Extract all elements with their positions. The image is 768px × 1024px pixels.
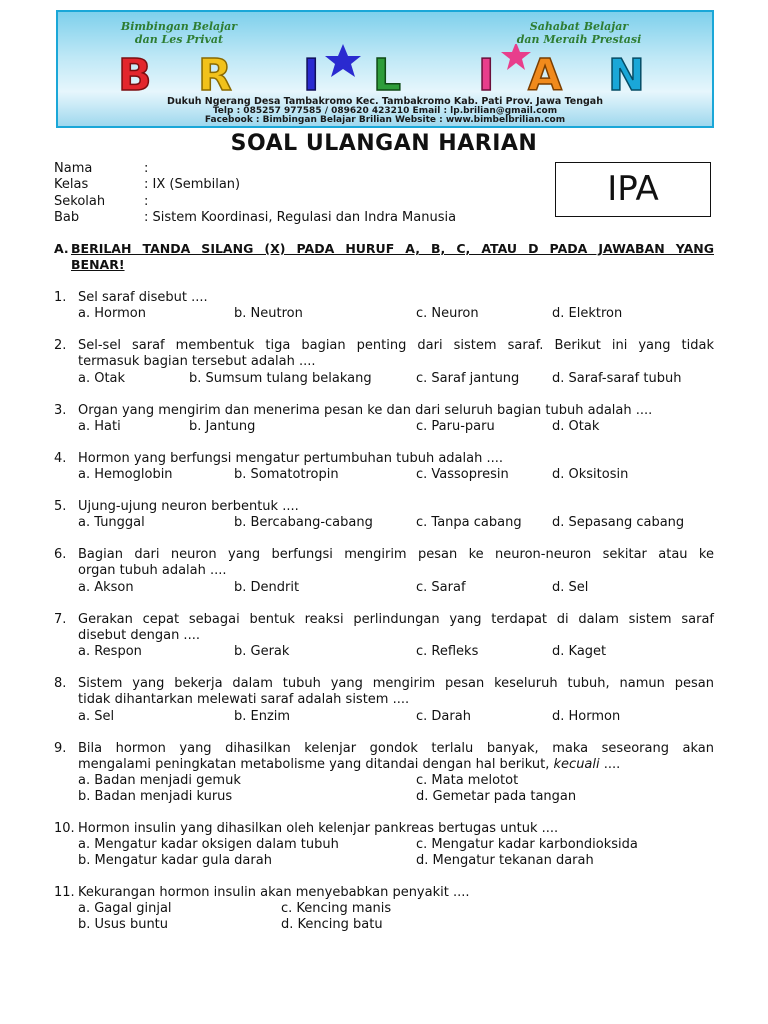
option-a[interactable]: a. Mengatur kadar oksigen dalam tubuh	[78, 837, 339, 852]
question-stem: Ujung-ujung neuron berbentuk ....	[78, 499, 299, 514]
option-c[interactable]: c. Refleks	[416, 644, 479, 659]
option-a[interactable]: a. Tunggal	[78, 515, 145, 530]
question-number: 5.	[54, 499, 67, 514]
question-number: 9.	[54, 741, 67, 756]
option-c[interactable]: c. Darah	[416, 709, 471, 724]
question-stem-line-1: Bagian dari neuron yang berfungsi mengirim pesan ke neuron-neuron sekitar atau ke	[78, 547, 714, 562]
question-number: 2.	[54, 338, 67, 353]
option-d[interactable]: d. Kaget	[552, 644, 607, 659]
option-b[interactable]: b. Sumsum tulang belakang	[189, 371, 372, 386]
identity-value: : IX (Sembilan)	[144, 177, 241, 192]
option-d[interactable]: d. Saraf-saraf tubuh	[552, 371, 682, 386]
option-b[interactable]: b. Gerak	[234, 644, 290, 659]
identity-value: :	[144, 194, 149, 209]
option-a[interactable]: a. Respon	[78, 644, 142, 659]
option-b[interactable]: b. Dendrit	[234, 580, 300, 595]
option-b[interactable]: b. Neutron	[234, 306, 303, 321]
question-stem-line-2	[78, 757, 714, 773]
identity-row-bab	[54, 210, 456, 226]
identity-value: :	[144, 161, 149, 176]
option-a[interactable]: a. Hati	[78, 419, 121, 434]
option-c[interactable]: c. Saraf jantung	[416, 371, 520, 386]
section-label: A.	[54, 241, 69, 256]
option-d[interactable]: d. Mengatur tekanan darah	[416, 853, 594, 868]
option-d[interactable]: d. Sepasang cabang	[552, 515, 685, 530]
option-d[interactable]: d. Otak	[552, 419, 600, 434]
banner-phone-email: Telp : 085257 977585 / 089620 423210 Email : lp.brilian@gmail.com	[212, 106, 558, 116]
question-stem-line-2: disebut dengan ....	[78, 628, 200, 643]
option-d[interactable]: d. Oksitosin	[552, 467, 629, 482]
section-instruction-line-1: BERILAH TANDA SILANG (X) PADA HURUF A, B, C, ATAU D PADA JAWABAN YANG	[71, 241, 714, 256]
question-stem-text: mengalami peningkatan metabolisme yang ditandai dengan hal berikut,	[78, 757, 550, 772]
question-stem: Hormon insulin yang dihasilkan oleh kelenjar pankreas bertugas untuk ....	[78, 821, 559, 836]
logo-letter-i: I	[303, 50, 320, 94]
identity-row-sekolah	[54, 194, 148, 210]
question-stem-ellipsis: ....	[599, 757, 621, 772]
banner-facebook-website: Facebook : Bimbingan Belajar Brilian Website : www.bimbelbrilian.com	[204, 115, 566, 125]
question-stem-line-2: organ tubuh adalah ....	[78, 563, 227, 578]
option-b[interactable]: b. Somatotropin	[234, 467, 339, 482]
banner-right-tagline	[504, 20, 654, 46]
logo-letter-r: R	[198, 50, 232, 94]
logo-letter-i-2: I	[478, 50, 495, 94]
section-instruction-line-2: BENAR!	[71, 257, 125, 272]
header-banner	[56, 10, 714, 128]
star-icon	[501, 44, 531, 70]
option-d[interactable]: d. Hormon	[552, 709, 621, 724]
question-stem-emphasis: kecuali	[553, 757, 600, 772]
question-stem: Organ yang mengirim dan menerima pesan ke dan dari seluruh bagian tubuh adalah ....	[78, 403, 653, 418]
logo-letter-b: B	[118, 50, 152, 94]
identity-key: Nama	[54, 161, 93, 176]
option-b[interactable]: b. Bercabang-cabang	[234, 515, 373, 530]
option-c[interactable]: c. Saraf	[416, 580, 466, 595]
right-tag-line-1: Sahabat Belajar	[529, 20, 629, 33]
question-stem: Kekurangan hormon insulin akan menyebabkan penyakit ....	[78, 885, 470, 900]
question-stem: Hormon yang berfungsi mengatur pertumbuhan tubuh adalah ....	[78, 451, 503, 466]
option-b[interactable]: b. Jantung	[189, 419, 256, 434]
banner-address: Dukuh Ngerang Desa Tambakromo Kec. Tambakromo Kab. Pati Prov. Jawa Tengah	[167, 96, 603, 107]
question-number: 4.	[54, 451, 67, 466]
option-a[interactable]: a. Otak	[78, 371, 126, 386]
option-d[interactable]: d. Gemetar pada tangan	[416, 789, 577, 804]
question-stem: Sel saraf disebut ....	[78, 290, 208, 305]
question-stem-line-1: Gerakan cepat sebagai bentuk reaksi perlindungan yang terdapat di dalam sistem saraf	[78, 612, 714, 627]
option-d[interactable]: d. Kencing batu	[281, 917, 383, 932]
identity-key: Bab	[54, 210, 80, 225]
option-c[interactable]: c. Neuron	[416, 306, 479, 321]
option-d[interactable]: d. Sel	[552, 580, 589, 595]
option-b[interactable]: b. Enzim	[234, 709, 291, 724]
logo-letter-l: L	[373, 50, 402, 94]
question-stem-line-1: Sel-sel saraf membentuk tiga bagian penting dari sistem saraf. Berikut ini yang tidak	[78, 338, 714, 353]
option-a[interactable]: a. Akson	[78, 580, 134, 595]
logo-letter-a: A	[528, 50, 563, 94]
option-b[interactable]: b. Badan menjadi kurus	[78, 789, 233, 804]
brilian-logo	[98, 44, 678, 94]
subject-box: IPA	[555, 162, 711, 217]
question-number: 6.	[54, 547, 67, 562]
star-icon	[325, 44, 361, 77]
identity-row-nama	[54, 161, 148, 177]
option-d[interactable]: d. Elektron	[552, 306, 623, 321]
question-number: 8.	[54, 676, 67, 691]
option-a[interactable]: a. Hormon	[78, 306, 146, 321]
question-stem-line-1: Bila hormon yang dihasilkan kelenjar gondok terlalu banyak, maka seseorang akan	[78, 741, 714, 756]
option-a[interactable]: a. Sel	[78, 709, 115, 724]
page-title: SOAL ULANGAN HARIAN	[230, 131, 538, 156]
question-stem-line-2: tidak dihantarkan melewati saraf adalah sistem ....	[78, 692, 410, 707]
question-number: 3.	[54, 403, 67, 418]
question-stem-line-2: termasuk bagian tersebut adalah ....	[78, 354, 316, 369]
option-c[interactable]: c. Tanpa cabang	[416, 515, 522, 530]
right-tag-line-2: dan Meraih Prestasi	[516, 33, 642, 46]
option-a[interactable]: a. Gagal ginjal	[78, 901, 172, 916]
option-c[interactable]: c. Mengatur kadar karbondioksida	[416, 837, 638, 852]
banner-left-tagline	[114, 20, 244, 46]
question-stem-line-1: Sistem yang bekerja dalam tubuh yang mengirim pesan keseluruh tubuh, namun pesan	[78, 676, 714, 691]
option-c[interactable]: c. Paru-paru	[416, 419, 495, 434]
option-b[interactable]: b. Usus buntu	[78, 917, 169, 932]
option-c[interactable]: c. Mata melotot	[416, 773, 519, 788]
left-tag-line-1: Bimbingan Belajar	[120, 20, 238, 33]
left-tag-line-2: dan Les Privat	[134, 33, 224, 46]
identity-row-kelas	[54, 177, 240, 193]
option-a[interactable]: a. Hemoglobin	[78, 467, 173, 482]
identity-key: Sekolah	[54, 194, 106, 209]
question-number: 1.	[54, 290, 67, 305]
option-c[interactable]: c. Vassopresin	[416, 467, 509, 482]
identity-value: : Sistem Koordinasi, Regulasi dan Indra Manusia	[144, 210, 457, 225]
question-number: 10.	[54, 821, 75, 836]
identity-key: Kelas	[54, 177, 89, 192]
question-number: 11.	[54, 885, 75, 900]
logo-letter-n: N	[608, 50, 645, 94]
option-b[interactable]: b. Mengatur kadar gula darah	[78, 853, 272, 868]
option-c[interactable]: c. Kencing manis	[281, 901, 392, 916]
question-number: 7.	[54, 612, 67, 627]
option-a[interactable]: a. Badan menjadi gemuk	[78, 773, 241, 788]
